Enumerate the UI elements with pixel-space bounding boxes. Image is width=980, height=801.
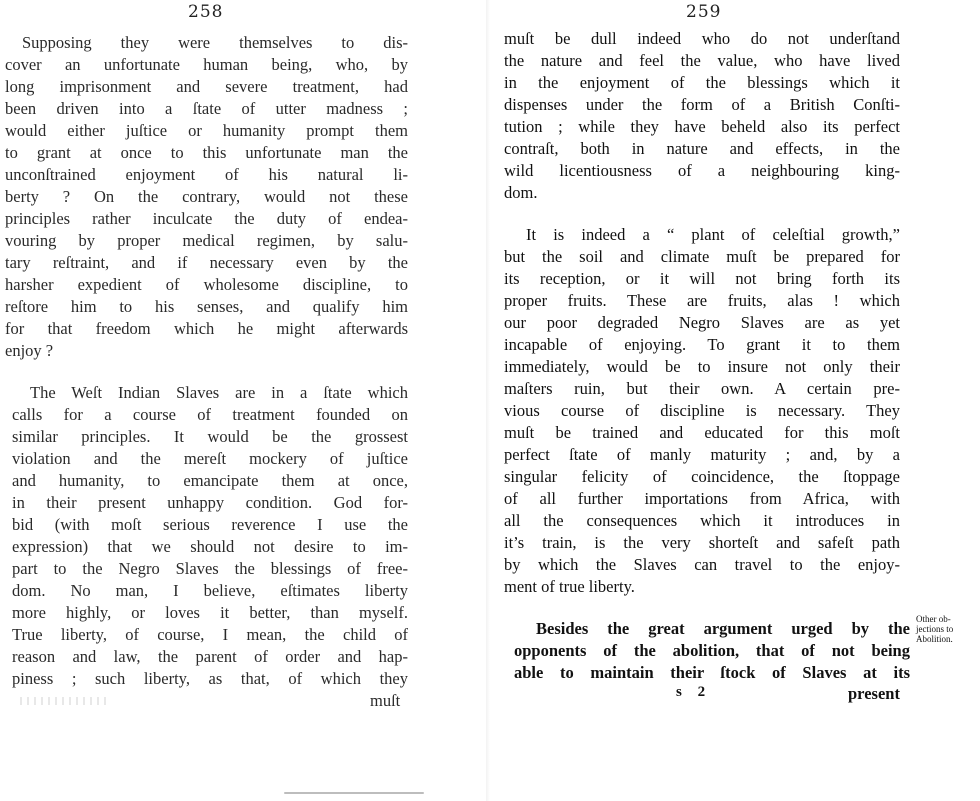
- right-line: the nature and feel the value, who have lived: [504, 51, 900, 70]
- left-line: long imprisonment and severe treatment, had: [5, 77, 408, 96]
- left-line: calls for a course of treatment founded on: [12, 405, 408, 424]
- right-line: by which the Slaves can travel to the enjoy-: [504, 555, 900, 574]
- right-line: It is indeed a “ plant of celeſtial growth,”: [526, 225, 900, 244]
- right-line: contraſt, both in nature and effects, in the: [504, 139, 900, 158]
- left-line: for that freedom which he might afterwards: [5, 319, 408, 338]
- right-line: our poor degraded Negro Slaves are as yet: [504, 313, 900, 332]
- right-line: wild licentiousness of a neighbouring king-: [504, 161, 900, 180]
- right-line: it’s train, is the very shorteſt and safeſt path: [504, 533, 900, 552]
- left-line: The Weſt Indian Slaves are in a ſtate which: [30, 383, 408, 402]
- right-line: incapable of enjoying. To grant it to them: [504, 335, 900, 354]
- left-line: part to the Negro Slaves the blessings of free-: [12, 559, 408, 578]
- right-line: able to maintain their ſtock of Slaves at its: [514, 663, 910, 682]
- left-line: vouring by proper medical regimen, by salu-: [5, 231, 408, 250]
- left-line: True liberty, of course, I mean, the child of: [12, 625, 408, 644]
- left-line: would either juſtice or humanity prompt them: [5, 121, 408, 140]
- right-line: ment of true liberty.: [504, 577, 635, 596]
- left-line: and humanity, to emancipate them at once,: [12, 471, 408, 490]
- right-line: of all further importations from Africa, with: [504, 489, 900, 508]
- left-line: dom. No man, I believe, eſtimates liberty: [12, 581, 408, 600]
- signature-mark: s 2: [676, 684, 712, 700]
- right-line: tution ; while they have beheld also its perfect: [504, 117, 900, 136]
- right-line: dispenses under the form of a British Conſti-: [504, 95, 900, 114]
- left-line: in their present unhappy condition. God for-: [12, 493, 408, 512]
- right-line: its reception, or it will not bring forth its: [504, 269, 900, 288]
- left-line: violation and the mereſt mockery of juſtice: [12, 449, 408, 468]
- right-line: maſters ruin, but their own. A certain pre-: [504, 379, 900, 398]
- left-line: tary reſtraint, and if necessary even by the: [5, 253, 408, 272]
- left-line: bid (with moſt serious reverence I use the: [12, 515, 408, 534]
- paper-specks: [20, 697, 110, 705]
- right-line: proper fruits. These are fruits, alas ! which: [504, 291, 900, 310]
- right-line: muſt be trained and educated for this moſt: [504, 423, 900, 442]
- left-line: principles rather inculcate the duty of endea-: [5, 209, 408, 228]
- left-line: similar principles. It would be the grossest: [12, 427, 408, 446]
- left-line: berty ? On the contrary, would not these: [5, 187, 408, 206]
- right-line: Besides the great argument urged by the: [536, 619, 910, 638]
- left-line: been driven into a ſtate of utter madness ;: [5, 99, 408, 118]
- left-line: cover an unfortunate human being, who, by: [5, 55, 408, 74]
- bottom-smudge: [284, 792, 424, 794]
- right-line: immediately, would be to insure not only their: [504, 357, 900, 376]
- right-line: singular felicity of coincidence, the ſtoppage: [504, 467, 900, 486]
- left-page-number: 258: [188, 2, 224, 22]
- margin-note: Other ob- jections to Abolition.: [916, 614, 954, 644]
- left-line: piness ; such liberty, as that, of which they: [12, 669, 408, 688]
- right-line: dom.: [504, 183, 538, 202]
- right-line: in the enjoyment of the blessings which it: [504, 73, 900, 92]
- right-line: opponents of the abolition, that of not being: [514, 641, 910, 660]
- right-catchword: present: [848, 684, 900, 703]
- left-line: unconſtrained enjoyment of his natural li-: [5, 165, 408, 184]
- left-line: reſtore him to his senses, and qualify him: [5, 297, 408, 316]
- left-line: enjoy ?: [5, 341, 54, 360]
- left-catchword: muſt: [370, 691, 401, 710]
- left-line: expression) that we should not desire to im-: [12, 537, 408, 556]
- left-line: Supposing they were themselves to dis-: [22, 33, 408, 52]
- left-line: to grant at once to this unfortunate man the: [5, 143, 408, 162]
- left-line: reason and law, the parent of order and hap-: [12, 647, 408, 666]
- left-line: more highly, or loves it better, than myself.: [12, 603, 408, 622]
- right-line: perfect ſtate of manly maturity ; and, by a: [504, 445, 900, 464]
- right-line: but the soil and climate muſt be prepared for: [504, 247, 900, 266]
- left-line: harsher expedient of wholesome discipline, to: [5, 275, 408, 294]
- right-line: muſt be dull indeed who do not underſtand: [504, 29, 900, 48]
- right-line: vious course of discipline is necessary. They: [504, 401, 900, 420]
- right-line: all the consequences which it introduces in: [504, 511, 900, 530]
- right-page-number: 259: [686, 2, 722, 22]
- left-page: [0, 0, 488, 801]
